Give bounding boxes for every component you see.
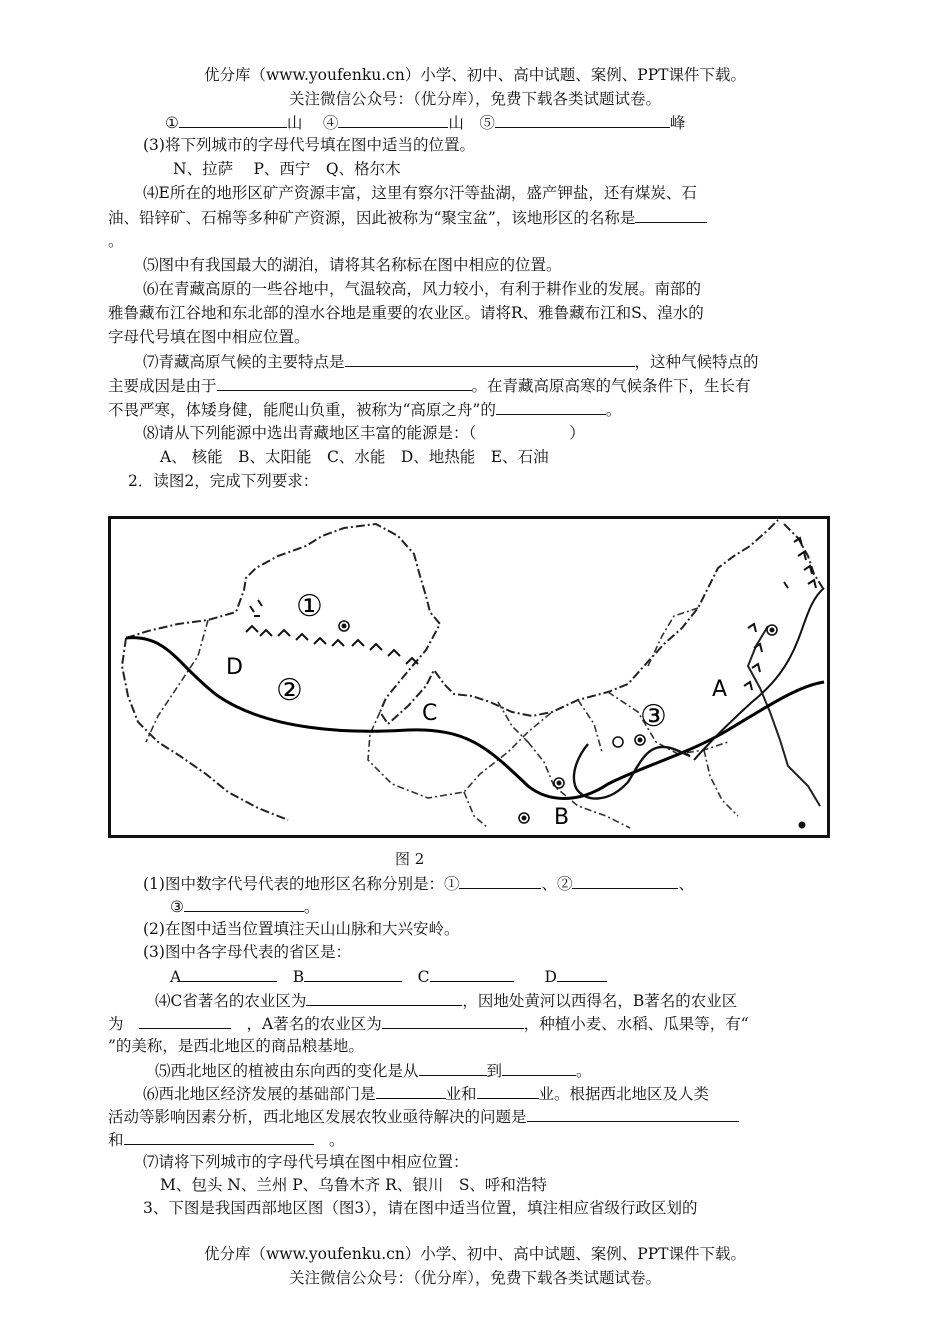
blank[interactable] (572, 872, 678, 889)
q2-s3: (3)图中各字母代表的省区是： (143, 943, 351, 961)
q3-intro: 3、下图是我国西部地区图（图3），请在图中适当位置，填注相应省级行政区划的 (143, 1199, 698, 1217)
blank[interactable] (502, 1059, 576, 1076)
q2-s4-a: ⑷C省著名的农业区为 ，因地处黄河以西得名，B著名的农业区 (155, 989, 737, 1012)
blank[interactable] (181, 965, 277, 982)
blank[interactable] (139, 1012, 231, 1029)
blank[interactable] (495, 111, 670, 128)
map-label-B: B (554, 805, 570, 830)
blank[interactable] (496, 398, 606, 415)
map-label-1: ① (296, 589, 323, 624)
q1-s4-c: 。 (108, 232, 124, 250)
q2-s6-a: ⑹西北地区经济发展的基础部门是 业和 业。根据西北地区及人类 (143, 1082, 709, 1105)
q2-s5: ⑸西北地区的植被由东向西的变化是从 到 。 (155, 1059, 592, 1082)
header-line-2: 关注微信公众号：（优分库），免费下载各类试题试卷。 (288, 90, 661, 108)
blank[interactable] (430, 965, 514, 982)
header-line-1: 优分库（www.youfenku.cn）小学、初中、高中试题、案例、PPT课件下载。 (203, 66, 747, 84)
q2-s4-b: 为 ，A著名的农业区为 ，种植小麦、水稻、瓜果等，有“ (108, 1012, 749, 1035)
blank[interactable] (382, 1012, 524, 1029)
q1-s7-a: ⑺青藏高原气候的主要特点是 ，这种气候特点的 (143, 350, 759, 373)
figure-caption: 图 2 (395, 850, 425, 868)
q2-s2: (2)在图中适当位置填注天山山脉和大兴安岭。 (143, 920, 460, 938)
q1-s8-options: A、 核能 B、太阳能 C、水能 D、地热能 E、石油 (160, 448, 549, 466)
blank[interactable] (304, 965, 402, 982)
map-label-3: ③ (640, 699, 667, 734)
blank[interactable] (179, 111, 287, 128)
q2-s6-c: 和 。 (108, 1128, 345, 1151)
blank[interactable] (635, 206, 707, 223)
blank[interactable] (477, 1082, 539, 1099)
blank[interactable] (124, 1128, 314, 1145)
map-svg (108, 516, 830, 838)
blank[interactable] (345, 350, 635, 367)
q1-s4-b: 油、铅锌矿、石棉等多种矿产资源，因此被称为“聚宝盆”，该地形区的名称是 (108, 206, 707, 229)
q2-intro: 2．读图2，完成下列要求： (128, 472, 319, 490)
q1-s5: ⑸图中有我国最大的湖泊，请将其名称标在图中相应的位置。 (143, 256, 562, 274)
q2-s3-fill: A B C D (170, 965, 607, 988)
footer-line-1: 优分库（www.youfenku.cn）小学、初中、高中试题、案例、PPT课件下载。 (203, 1245, 747, 1263)
footer-line-2: 关注微信公众号：（优分库），免费下载各类试题试卷。 (288, 1269, 661, 1287)
blank[interactable] (184, 895, 304, 912)
map-figure-2 (108, 516, 830, 838)
q2-s1-b: ③ 。 (170, 895, 319, 918)
q2-s7-options: M、包头 N、兰州 P、乌鲁木齐 R、银川 S、呼和浩特 (160, 1176, 547, 1194)
q1-s3-options: N、拉萨 P、西宁 Q、格尔木 (173, 160, 401, 178)
q2-s4-c: ”的美称，是西北地区的商品粮基地。 (108, 1037, 364, 1055)
blank[interactable] (419, 1059, 487, 1076)
blank[interactable] (306, 989, 462, 1006)
map-label-2: ② (276, 673, 303, 708)
q1-s3: (3)将下列城市的字母代号填在图中适当的位置。 (143, 136, 475, 154)
q1-fill-line: ① 山 ④ 山 ⑤ 峰 (165, 111, 685, 134)
q2-s1-a: (1)图中数字代号代表的地形区名称分别是：① 、② 、 (143, 872, 694, 895)
blank[interactable] (217, 374, 472, 391)
q2-s7: ⑺请将下列城市的字母代号填在图中相应位置： (143, 1153, 469, 1171)
map-label-D: D (226, 655, 243, 680)
map-label-A: A (712, 677, 728, 702)
blank[interactable] (338, 111, 448, 128)
blank[interactable] (557, 965, 607, 982)
q1-s7-b: 主要成因是由于 。在青藏高原高寒的气候条件下，生长有 (108, 374, 751, 397)
q1-s6-a: ⑹在青藏高原的一些谷地中，气温较高，风力较小，有利于耕作业的发展。南部的 (143, 280, 702, 298)
q2-s6-b: 活动等影响因素分析，西北地区发展农牧业亟待解决的问题是 (108, 1105, 739, 1128)
q1-s8: ⑻请从下列能源中选出青藏地区丰富的能源是：（ ） (143, 424, 585, 442)
q1-s4-a: ⑷E所在的地形区矿产资源丰富，这里有察尔汗等盐湖，盛产钾盐，还有煤炭、石 (143, 184, 697, 202)
blank[interactable] (459, 872, 541, 889)
q1-s7-c: 不畏严寒，体矮身健，能爬山负重，被称为“高原之舟”的 。 (108, 398, 621, 421)
q1-s6-c: 字母代号填在图中相应位置。 (108, 328, 310, 346)
q1-s6-b: 雅鲁藏布江谷地和东北部的湟水谷地是重要的农业区。请将R、雅鲁藏布江和S、湟水的 (108, 304, 704, 322)
map-label-C: C (422, 701, 438, 726)
blank[interactable] (376, 1082, 446, 1099)
blank[interactable] (527, 1105, 739, 1122)
